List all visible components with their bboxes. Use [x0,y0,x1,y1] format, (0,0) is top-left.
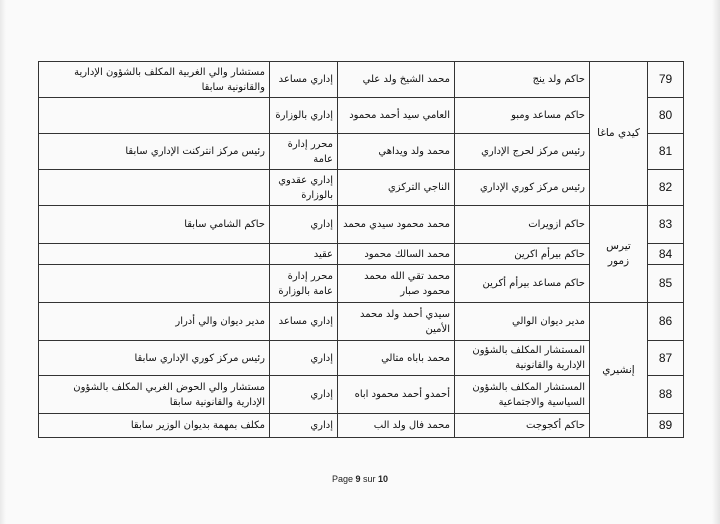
post-cell: حاكم مساعد ومبو [455,98,590,134]
region-cell: كيدي ماغا [590,62,648,206]
table-row [39,244,684,265]
footer-total-pages: 10 [378,474,389,484]
footer-current-page: 9 [355,474,361,484]
grade-cell: إداري بالوزارة [270,98,338,134]
row-number-cell: 81 [648,134,684,170]
table-row [39,134,684,170]
row-number-cell: 80 [648,98,684,134]
post-cell: حاكم ولد ينج [455,62,590,98]
previous-position-cell [39,98,270,134]
name-cell: أحمدو أحمد محمود اباه [338,376,455,414]
grade-cell: إداري [270,206,338,244]
table-row [39,98,684,134]
previous-position-cell: حاكم الشامي سابقا [39,206,270,244]
footer-sur-label: sur [363,474,376,484]
name-cell: محمد السالك محمود [338,244,455,265]
post-cell: مدير ديوان الوالي [455,303,590,341]
grade-cell: إداري [270,414,338,438]
region-cell: تيرس زمور [590,206,648,303]
grade-cell: محرر إدارة عامة بالوزارة [270,265,338,303]
row-number-cell: 79 [648,62,684,98]
grade-cell: إداري مساعد [270,62,338,98]
row-number-cell: 84 [648,244,684,265]
appointments-table [38,61,684,438]
previous-position-cell: رئيس مركز انتركنت الإداري سابقا [39,134,270,170]
post-cell: حاكم أكجوجت [455,414,590,438]
page-footer [0,474,720,484]
footer-page-label: Page [331,474,353,484]
previous-position-cell [39,265,270,303]
previous-position-cell: مستشار والي الحوض الغربي المكلف بالشؤون الإدارية والقانونية سابقا [39,376,270,414]
post-cell: المستشار المكلف بالشؤون السياسية والاجتماعية [455,376,590,414]
post-cell: حاكم بيرأم اكرين [455,244,590,265]
post-cell: رئيس مركز كوري الإداري [455,170,590,206]
previous-position-cell: مستشار والي الغربية المكلف بالشؤون الإدارية والقانونية سابقا [39,62,270,98]
row-number-cell: 82 [648,170,684,206]
name-cell: محمد تقي الله محمد محمود صبار [338,265,455,303]
grade-cell: إداري [270,341,338,376]
table-row [39,170,684,206]
grade-cell: إداري عقدوي بالوزارة [270,170,338,206]
previous-position-cell [39,170,270,206]
grade-cell: محرر إدارة عامة [270,134,338,170]
table-row [39,265,684,303]
row-number-cell: 88 [648,376,684,414]
name-cell: محمد فال ولد الب [338,414,455,438]
table-row [39,376,684,414]
name-cell: محمد محمود سيدي محمد [338,206,455,244]
name-cell: العامي سيد أحمد محمود [338,98,455,134]
previous-position-cell [39,244,270,265]
post-cell: المستشار المكلف بالشؤون الإدارية والقانونية [455,341,590,376]
row-number-cell: 83 [648,206,684,244]
previous-position-cell: مدير ديوان والي أدرار [39,303,270,341]
table-row [39,303,684,341]
table-row [39,414,684,438]
table-row [39,341,684,376]
grade-cell: إداري مساعد [270,303,338,341]
previous-position-cell: رئيس مركز كوري الإداري سابقا [39,341,270,376]
previous-position-cell: مكلف بمهمة بديوان الوزير سابقا [39,414,270,438]
name-cell: سيدي أحمد ولد محمد الأمين [338,303,455,341]
name-cell: الناجي التركزي [338,170,455,206]
table-row [39,206,684,244]
row-number-cell: 87 [648,341,684,376]
post-cell: رئيس مركز لحرج الإداري [455,134,590,170]
post-cell: حاكم ازويرات [455,206,590,244]
name-cell: محمد ولد ويداهي [338,134,455,170]
name-cell: محمد الشيخ ولد علي [338,62,455,98]
row-number-cell: 89 [648,414,684,438]
grade-cell: إداري [270,376,338,414]
post-cell: حاكم مساعد بيرأم أكرين [455,265,590,303]
name-cell: محمد باباه متالي [338,341,455,376]
region-cell: إنشيري [590,303,648,438]
row-number-cell: 85 [648,265,684,303]
grade-cell: عقيد [270,244,338,265]
table-row [39,62,684,98]
row-number-cell: 86 [648,303,684,341]
